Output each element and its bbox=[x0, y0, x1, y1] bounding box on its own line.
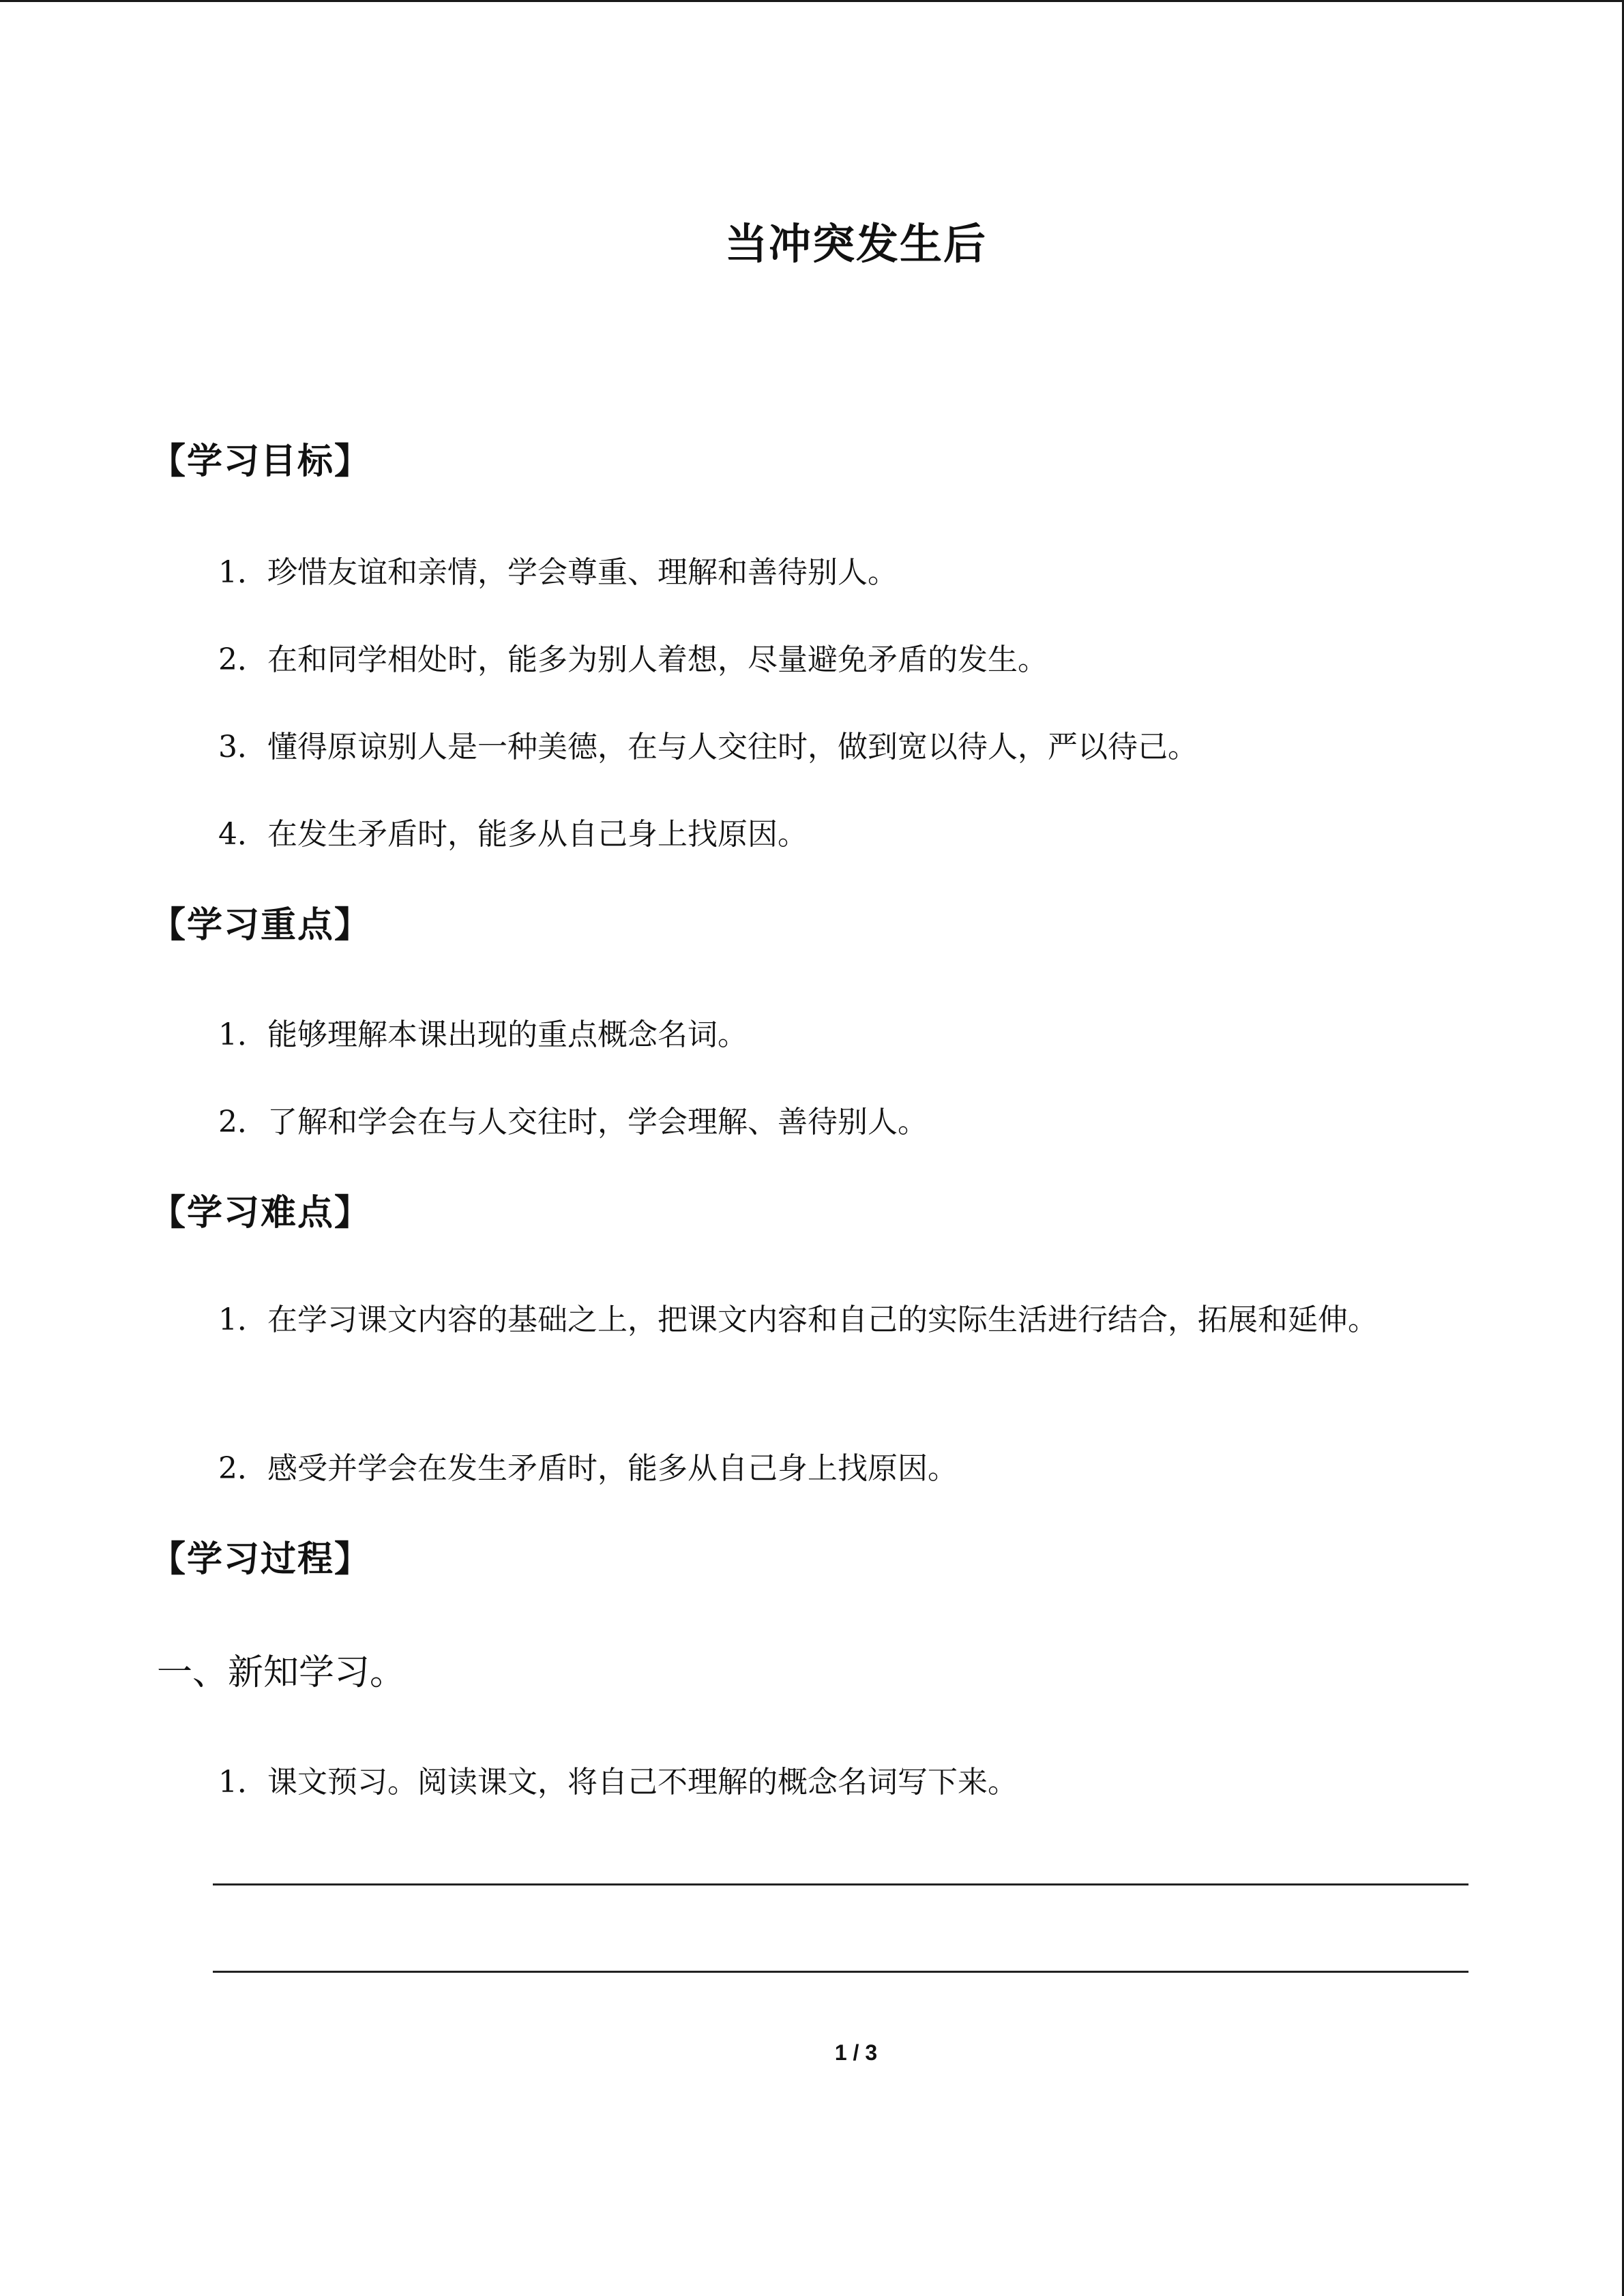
difficulty-item-2: 2．感受并学会在发生矛盾时，能多从自己身上找原因。 bbox=[218, 1451, 958, 1486]
objective-item-4: 4．在发生矛盾时，能多从自己身上找原因。 bbox=[218, 817, 808, 852]
answer-line-1 bbox=[213, 1883, 1468, 1885]
key-points-heading: 【学习重点】 bbox=[150, 905, 372, 946]
difficulties-heading: 【学习难点】 bbox=[150, 1193, 372, 1234]
page-number: 1 / 3 bbox=[834, 2040, 878, 2065]
objective-item-1: 1．珍惜友谊和亲情，学会尊重、理解和善待别人。 bbox=[218, 555, 898, 590]
objective-item-2: 2．在和同学相处时，能多为别人着想，尽量避免矛盾的发生。 bbox=[218, 642, 1048, 677]
page-top-border bbox=[0, 0, 1624, 2]
key-point-item-1: 1．能够理解本课出现的重点概念名词。 bbox=[218, 1017, 748, 1052]
process-item-1: 1．课文预习。阅读课文，将自己不理解的概念名词写下来。 bbox=[218, 1765, 1018, 1800]
process-subheading: 一、新知学习。 bbox=[157, 1652, 406, 1693]
objective-item-3: 3．懂得原谅别人是一种美德，在与人交往时，做到宽以待人，严以待己。 bbox=[218, 730, 1198, 764]
document-title: 当冲突发生后 bbox=[724, 219, 987, 269]
objectives-heading: 【学习目标】 bbox=[150, 441, 372, 482]
answer-line-2 bbox=[213, 1971, 1468, 1973]
difficulty-item-1: 1．在学习课文内容的基础之上，把课文内容和自己的实际生活进行结合，拓展和延伸。 bbox=[218, 1302, 1378, 1337]
key-point-item-2: 2．了解和学会在与人交往时，学会理解、善待别人。 bbox=[218, 1105, 928, 1139]
process-heading: 【学习过程】 bbox=[150, 1539, 372, 1580]
